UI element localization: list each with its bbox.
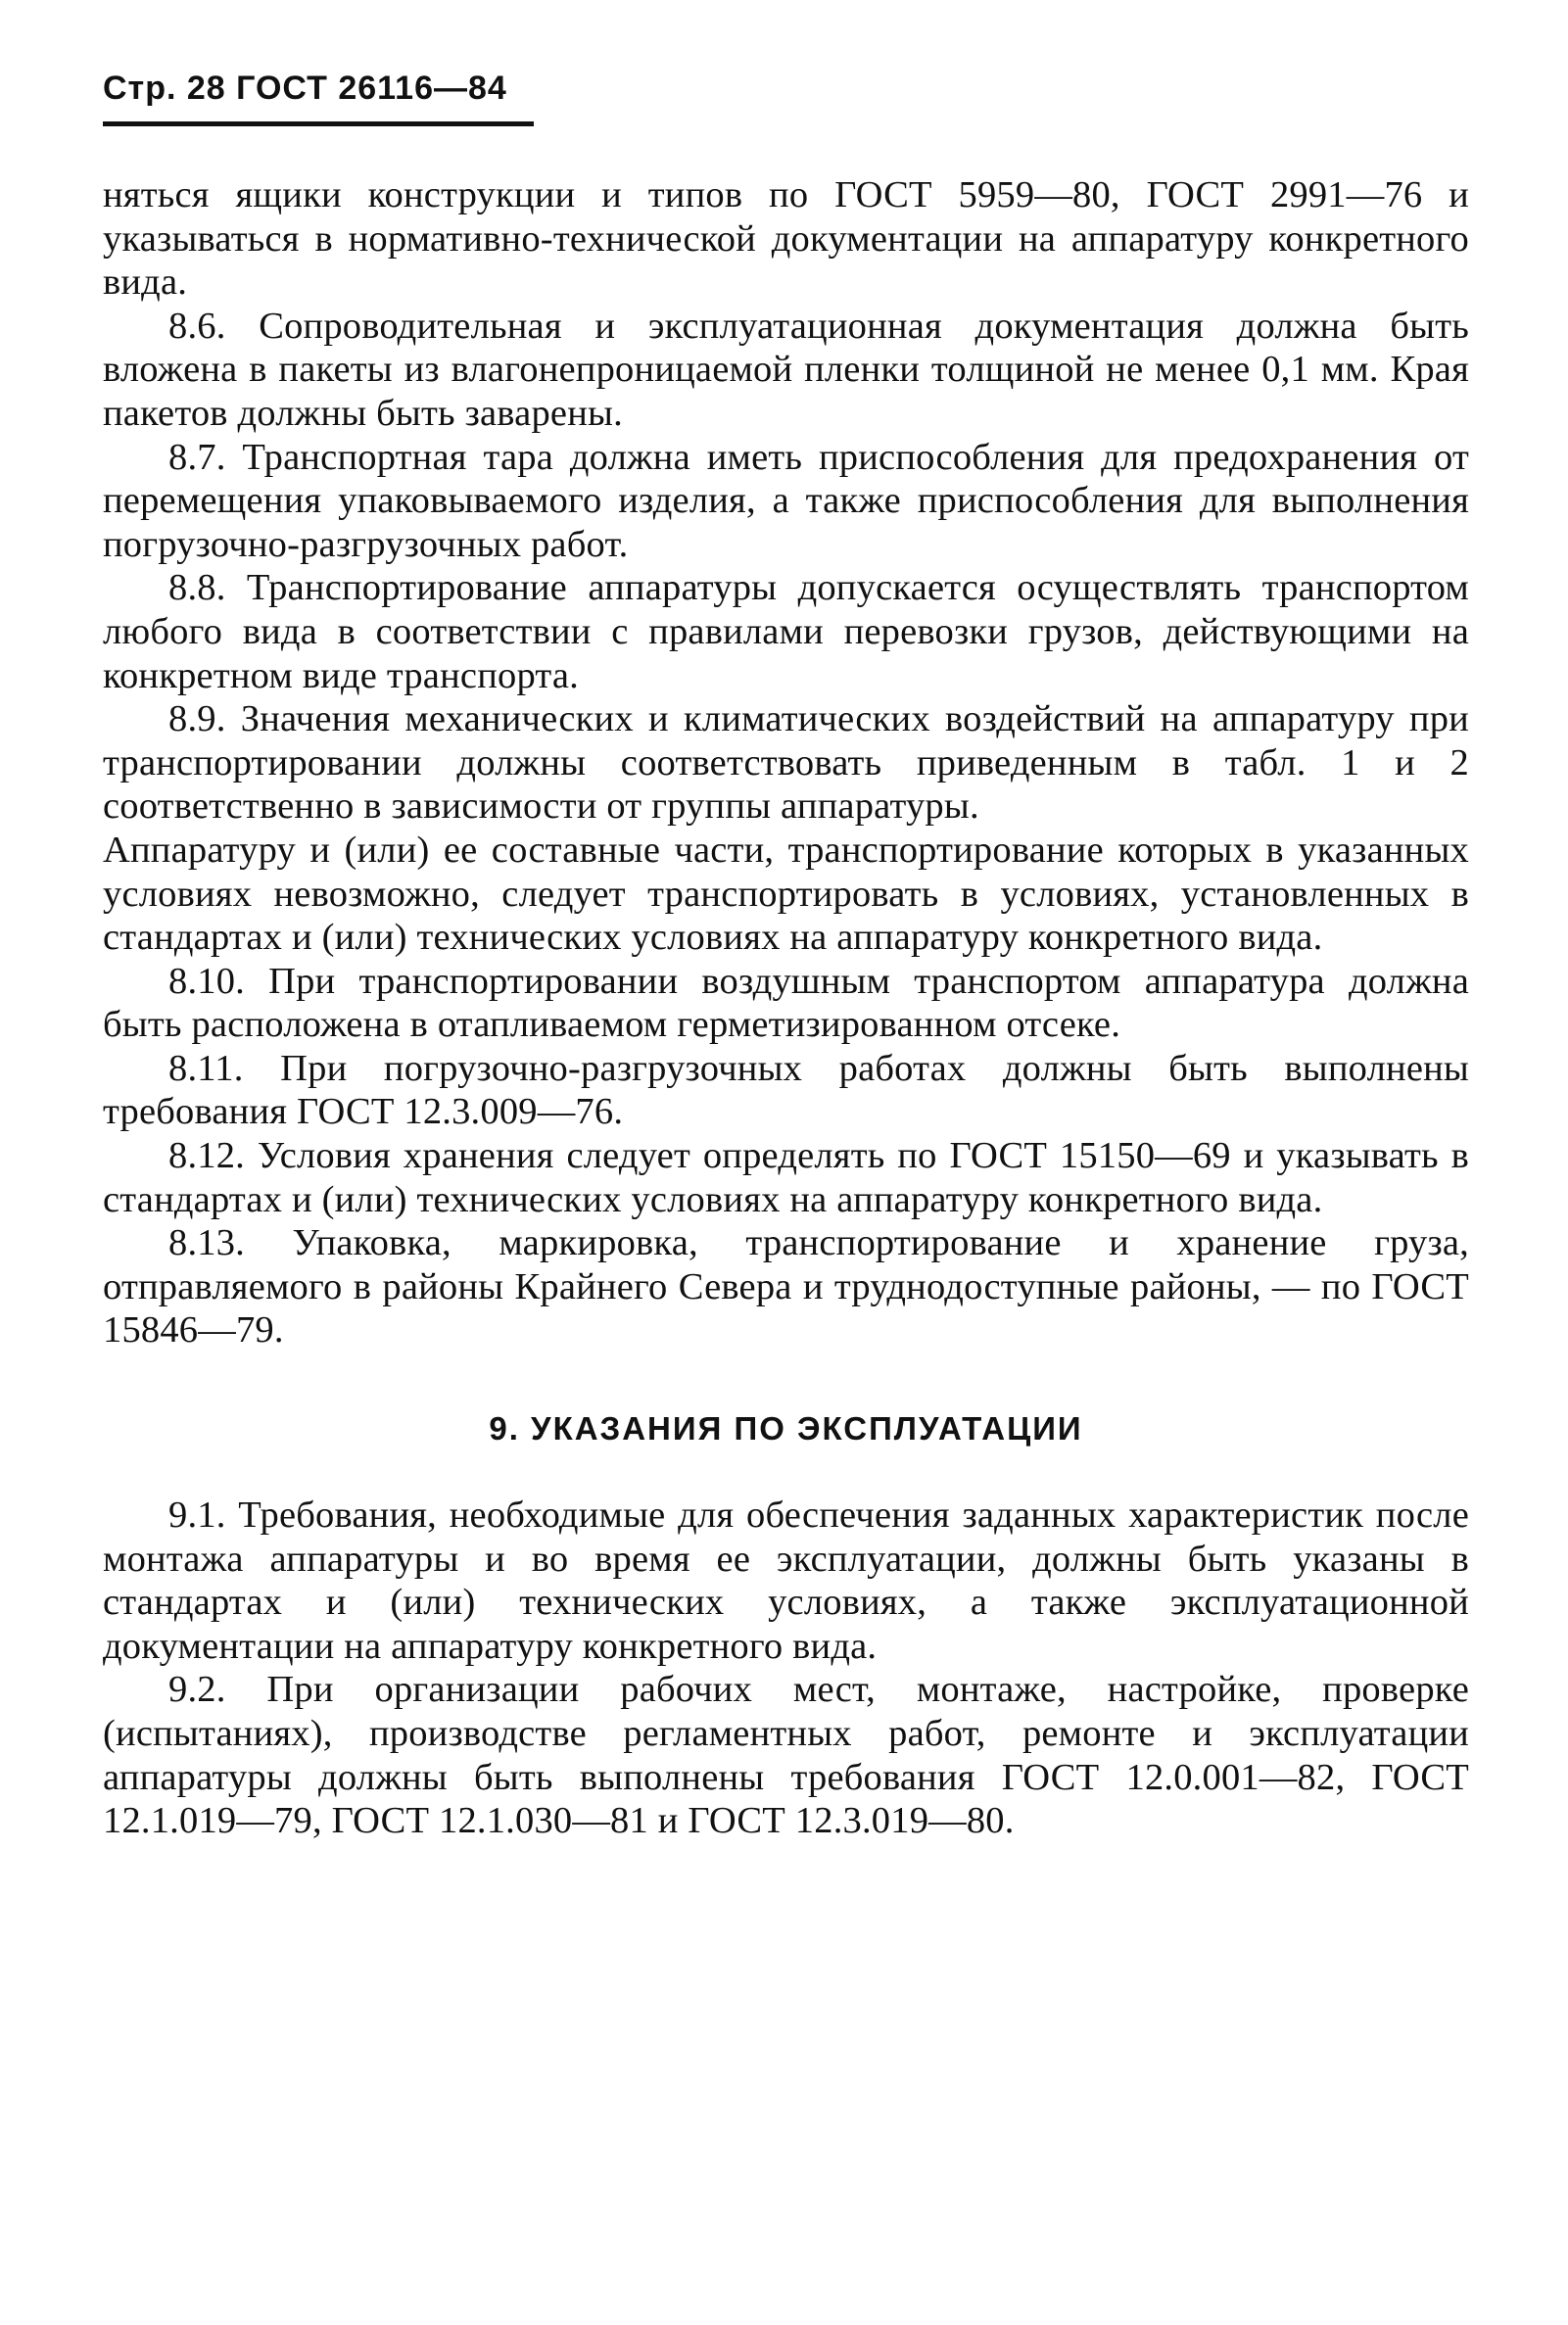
paragraph-9-2: 9.2. При организации рабочих мест, монтаже, настройке, проверке (испытаниях), производстве регламентных работ, ремонте и эксплуатации аппаратуры должны быть выполнены требования ГОСТ 12.0.001—82, ГОСТ 12.1.019—79, ГОСТ 12.1.030—81 и ГОСТ 12.3.019—80. (103, 1669, 1469, 1842)
page-header: Стр. 28 ГОСТ 26116—84 (103, 69, 534, 126)
section-heading-9: 9. УКАЗАНИЯ ПО ЭКСПЛУАТАЦИИ (489, 1410, 1083, 1447)
paragraph-8-10: 8.10. При транспортировании воздушным транспортом аппаратура должна быть расположена в отапливаемом герметизированном отсеке. (103, 960, 1469, 1046)
paragraph-continuation: няться ящики конструкции и типов по ГОСТ 5959—80, ГОСТ 2991—76 и указываться в нормативно-технической документации на аппаратуру конкретного вида. (103, 174, 1469, 304)
document-page (103, 69, 1469, 1843)
paragraph-8-8: 8.8. Транспортирование аппаратуры допускается осуществлять транспортом любого вида в соответствии с правилами перевозки грузов, действующими на конкретном виде транспорта. (103, 567, 1469, 696)
paragraph-8-11: 8.11. При погрузочно-разгрузочных работах должны быть выполнены требования ГОСТ 12.3.009—76. (103, 1047, 1469, 1133)
paragraph-8-6: 8.6. Сопроводительная и эксплуатационная документация должна быть вложена в пакеты из влагонепроницаемой пленки толщиной не менее 0,1 мм. Края пакетов должны быть заварены. (103, 305, 1469, 434)
paragraph-8-13: 8.13. Упаковка, маркировка, транспортирование и хранение груза, отправляемого в районы Крайнего Севера и труднодоступные районы, — по ГОСТ 15846—79. (103, 1222, 1469, 1352)
paragraph-8-12: 8.12. Условия хранения следует определять по ГОСТ 15150—69 и указывать в стандартах и (или) технических условиях на аппаратуру конкретного вида. (103, 1135, 1469, 1220)
paragraph-8-9-cont: Аппаратуру и (или) ее составные части, транспортирование которых в указанных условиях невозможно, следует транспортировать в условиях, установленных в стандартах и (или) технических условиях на аппаратуру конкретного вида. (103, 829, 1469, 959)
paragraph-8-9: 8.9. Значения механических и климатических воздействий на аппаратуру при транспортировании должны соответствовать приведенным в табл. 1 и 2 соответственно в зависимости от группы аппаратуры. (103, 698, 1469, 828)
paragraph-8-7: 8.7. Транспортная тара должна иметь приспособления для предохранения от перемещения упаковываемого изделия, а также приспособления для выполнения погрузочно-разгрузочных работ. (103, 436, 1469, 565)
document-body (103, 173, 1469, 1843)
paragraph-9-1: 9.1. Требования, необходимые для обеспечения заданных характеристик после монтажа аппаратуры и во время ее эксплуатации, должны быть указаны в стандартах и (или) технических условиях, а также эксплуатационной документации на аппаратуру конкретного вида. (103, 1495, 1469, 1667)
